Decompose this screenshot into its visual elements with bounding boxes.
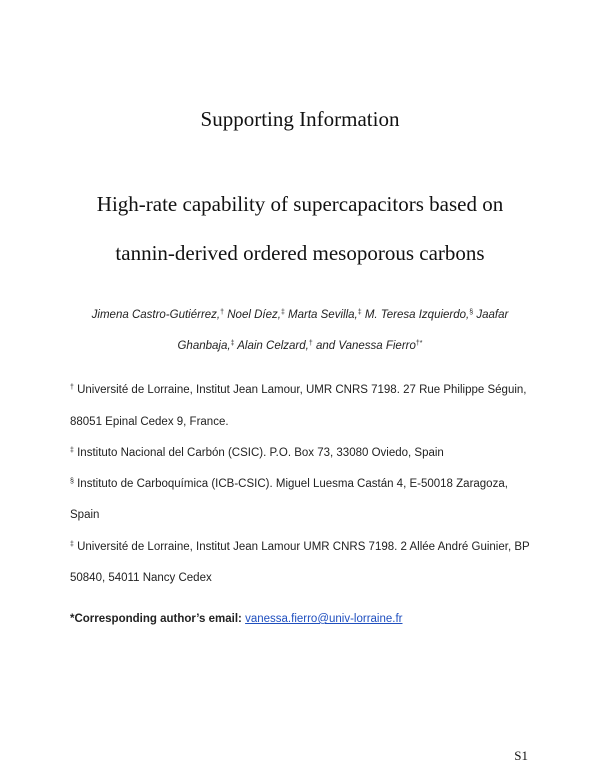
author-affiliation-mark: † [220, 309, 225, 316]
affiliation-text: Université de Lorraine, Institut Jean Lamour, UMR CNRS 7198. 27 Rue Philippe Séguin, [77, 384, 527, 396]
affiliation-2 [70, 447, 540, 459]
author-list-line-2 [60, 340, 540, 352]
author-affiliation-mark: ‡ [230, 340, 235, 347]
author-name: Marta Sevilla, [288, 309, 358, 321]
affiliation-mark: ‡ [70, 541, 74, 548]
author-name: Jaafar [476, 309, 509, 321]
affiliation-mark: ‡ [70, 447, 74, 454]
affiliation-1-continued: 88051 Epinal Cedex 9, France. [70, 416, 229, 428]
affiliation-mark: † [70, 384, 74, 391]
author-name: Noel Díez, [227, 309, 281, 321]
author-name: Jimena Castro-Gutiérrez, [91, 309, 221, 321]
paper-title-line-1: High-rate capability of supercapacitors based on [96, 192, 504, 216]
author-name: M. Teresa Izquierdo, [364, 309, 470, 321]
corresponding-label: *Corresponding author’s email: [70, 613, 242, 625]
affiliation-4 [70, 541, 540, 553]
author-affiliation-mark: ‡ [280, 309, 285, 316]
si-title: Supporting Information [200, 107, 400, 131]
affiliation-1 [70, 384, 540, 396]
paper-title-line-2: tannin-derived ordered mesoporous carbons [115, 241, 485, 265]
author-affiliation-mark: † [308, 340, 313, 347]
author-affiliation-mark: †* [415, 340, 423, 347]
affiliation-text: Université de Lorraine, Institut Jean Lamour UMR CNRS 7198. 2 Allée André Guinier, BP [77, 541, 530, 553]
author-name: Alain Celzard, [237, 340, 309, 352]
affiliation-4-continued: 50840, 54011 Nancy Cedex [70, 572, 212, 584]
author-affiliation-mark: § [469, 309, 474, 316]
author-name: Ghanbaja, [177, 340, 231, 352]
corresponding-author [70, 613, 403, 625]
affiliation-mark: § [70, 478, 74, 485]
affiliation-3-continued: Spain [70, 509, 100, 521]
affiliation-text: Instituto de Carboquímica (ICB-CSIC). Miguel Luesma Castán 4, E-50018 Zaragoza, [77, 478, 508, 490]
author-list-line-1 [60, 309, 540, 321]
author-name: and Vanessa Fierro [315, 340, 416, 352]
affiliation-3 [70, 478, 540, 490]
affiliation-text: Instituto Nacional del Carbón (CSIC). P.O. Box 73, 33080 Oviedo, Spain [77, 447, 444, 459]
author-affiliation-mark: ‡ [357, 309, 362, 316]
corresponding-email-link[interactable]: vanessa.fierro@univ-lorraine.fr [245, 613, 403, 625]
page-number: S1 [514, 748, 528, 763]
